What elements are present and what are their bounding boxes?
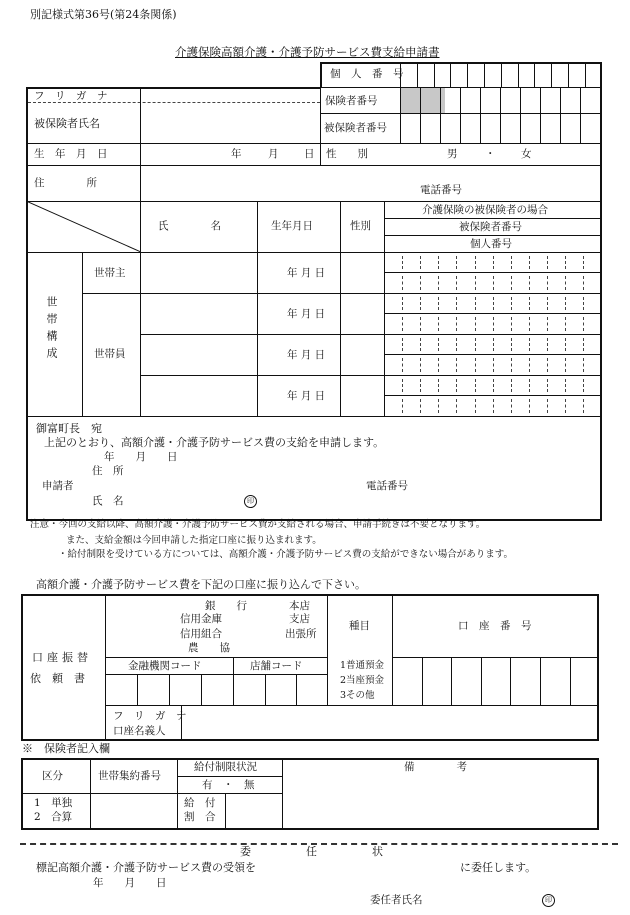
holder-furigana-label: フ リ ガ ナ [113, 710, 187, 722]
proxy-text: 標記高額介護・介護予防サービス費の受領を [36, 861, 256, 874]
household-aggregate-number-header: 世帯集約番号 [98, 770, 161, 782]
individual-number-header: 個人番号 [470, 238, 512, 250]
proxy-title: 委 任 状 [240, 845, 383, 858]
household-member-label: 世帯員 [94, 348, 126, 360]
household-sex-header: 性別 [350, 220, 371, 232]
insurer-number-label: 保険者番号 [325, 95, 378, 107]
bank-transfer-label: 口座振替 [32, 651, 92, 664]
addressee: 御富町長 宛 [36, 422, 102, 435]
household-row-birthdate: 年 月 日 [287, 349, 326, 361]
diagonal-header-cell [26, 201, 141, 252]
kubun-single[interactable]: 1 単独 [34, 797, 73, 809]
account-holder-field[interactable] [183, 707, 597, 739]
individual-number-digit-cell[interactable] [468, 63, 483, 86]
account-number-digit-cell[interactable] [423, 658, 450, 704]
credit-bank-option: 信用金庫 [180, 613, 222, 625]
account-type-header: 種目 [349, 620, 370, 632]
individual-number-label: 個 人 番 号 [330, 68, 404, 80]
individual-number-digit-cell[interactable] [502, 63, 517, 86]
proxy-delegate-field[interactable] [270, 860, 456, 874]
sex-label: 性 別 [326, 148, 368, 160]
individual-number-digit-cell[interactable] [451, 63, 466, 86]
kubun-combined[interactable]: 2 合算 [34, 811, 73, 823]
individual-number-digit-cell[interactable] [418, 63, 433, 86]
account-type-current[interactable]: 2当座預金 [340, 675, 385, 686]
note-line: また、支給金額は今回申請した指定口座に振り込まれます。 [66, 535, 322, 546]
individual-number-digit-cell[interactable] [552, 63, 567, 86]
benefit-limit-yes-no[interactable]: 有 ・ 無 [202, 779, 255, 791]
phone-label: 電話番号 [420, 184, 462, 196]
account-number-digit-cell[interactable] [482, 658, 509, 704]
account-type-other[interactable]: 3その他 [340, 690, 375, 701]
insurer-section-heading: ※ 保険者記入欄 [22, 742, 110, 755]
remarks-header: 備 考 [404, 761, 467, 773]
individual-number-digit-cell[interactable] [519, 63, 534, 86]
household-row-birthdate: 年 月 日 [287, 390, 326, 402]
birthdate-label: 生 年 月 日 [34, 148, 108, 160]
applicant-label: 申請者 [42, 480, 74, 492]
account-number-digit-cell[interactable] [511, 658, 538, 704]
account-number-digit-cell[interactable] [541, 658, 568, 704]
applicant-phone-label: 電話番号 [366, 480, 408, 492]
branch-option: 支店 [289, 613, 310, 625]
address-label: 住 所 [34, 177, 97, 189]
insured-number-label: 被保険者番号 [324, 122, 387, 134]
sex-female-option[interactable]: 女 [521, 148, 532, 160]
insurer-number-prefilled-cell [401, 88, 445, 113]
individual-number-digit-cell[interactable] [435, 63, 450, 86]
insured-name-label: 被保険者氏名 [34, 117, 100, 130]
proxy-entrust-text: に委任します。 [460, 861, 537, 874]
benefit-label: 給 付 [184, 797, 216, 809]
account-holder-label: 口座名義人 [113, 725, 166, 737]
head-office-option: 本店 [289, 600, 310, 612]
individual-number-digit-cell[interactable] [535, 63, 550, 86]
application-date: 年 月 日 [104, 451, 178, 463]
form-number: 別記様式第36号(第24条関係) [30, 8, 177, 21]
birth-year-unit: 年 [231, 148, 242, 160]
branch-code-label: 店舗コード [250, 660, 303, 672]
proxy-seal-mark: 印 [542, 894, 555, 907]
bank-lead-text: 高額介護・介護予防サービス費を下記の口座に振り込んで下さい。 [36, 578, 366, 591]
household-composition-label: 世帯構成 [45, 296, 58, 364]
furigana-label: フ リ ガ ナ [34, 90, 108, 102]
insured-number-header: 被保険者番号 [459, 221, 522, 233]
insured-name-field[interactable] [142, 104, 318, 142]
individual-number-digit-cell[interactable] [401, 63, 416, 86]
applicant-address-label: 住 所 [92, 465, 124, 477]
agri-coop-option: 農 協 [188, 642, 230, 654]
individual-number-digit-cell[interactable] [485, 63, 500, 86]
household-birth-header: 生年月日 [271, 220, 313, 232]
bank-request-label: 依 頼 書 [30, 672, 85, 685]
sex-separator: ・ [485, 148, 496, 160]
individual-number-digit-cell[interactable] [569, 63, 584, 86]
application-statement: 上記のとおり、高額介護・介護予防サービス費の支給を申請します。 [44, 436, 385, 449]
page-title: 介護保険高額介護・介護予防サービス費支給申請書 [175, 45, 440, 59]
household-name-header: 氏 名 [158, 220, 221, 232]
note-line: ・給付制限を受けている方については、高額介護・介護予防サービス費の支給ができない場合があります。 [58, 549, 514, 560]
account-number-digit-cell[interactable] [393, 658, 420, 704]
account-number-header: 口 座 番 号 [458, 620, 532, 632]
ratio-label: 割 合 [184, 811, 216, 823]
sex-male-option[interactable]: 男 [447, 148, 458, 160]
proxy-name-label: 委任者氏名 [370, 894, 423, 906]
individual-number-digit-cell[interactable] [586, 63, 601, 86]
credit-union-option: 信用組合 [180, 628, 222, 640]
insurer-form-border [21, 758, 599, 830]
account-type-ordinary[interactable]: 1普通預金 [340, 660, 385, 671]
household-row-birthdate: 年 月 日 [287, 267, 326, 279]
sub-branch-option: 出張所 [285, 628, 317, 640]
note-line: 注意・今回の支給以降、高額介護・介護予防サービス費が支給される場合、申請手続きは不要となります。 [30, 519, 486, 530]
institution-code-label: 金融機関コード [128, 660, 202, 672]
birth-day-unit: 日 [304, 148, 315, 160]
account-number-digit-cell[interactable] [571, 658, 598, 704]
proxy-date: 年 月 日 [93, 877, 167, 889]
seal-mark: 印 [244, 495, 257, 508]
bank-type-option: 銀 行 [205, 600, 247, 612]
applicant-name-label: 氏 名 [92, 495, 124, 507]
kubun-header: 区分 [42, 770, 63, 782]
insured-case-header: 介護保険の被保険者の場合 [422, 204, 548, 216]
furigana-field[interactable] [142, 89, 318, 101]
account-number-digit-cell[interactable] [452, 658, 479, 704]
address-field[interactable] [142, 167, 412, 199]
benefit-limit-header: 給付制限状況 [194, 761, 257, 773]
household-head-label: 世帯主 [94, 267, 126, 279]
birth-month-unit: 月 [268, 148, 279, 160]
household-row-birthdate: 年 月 日 [287, 308, 326, 320]
